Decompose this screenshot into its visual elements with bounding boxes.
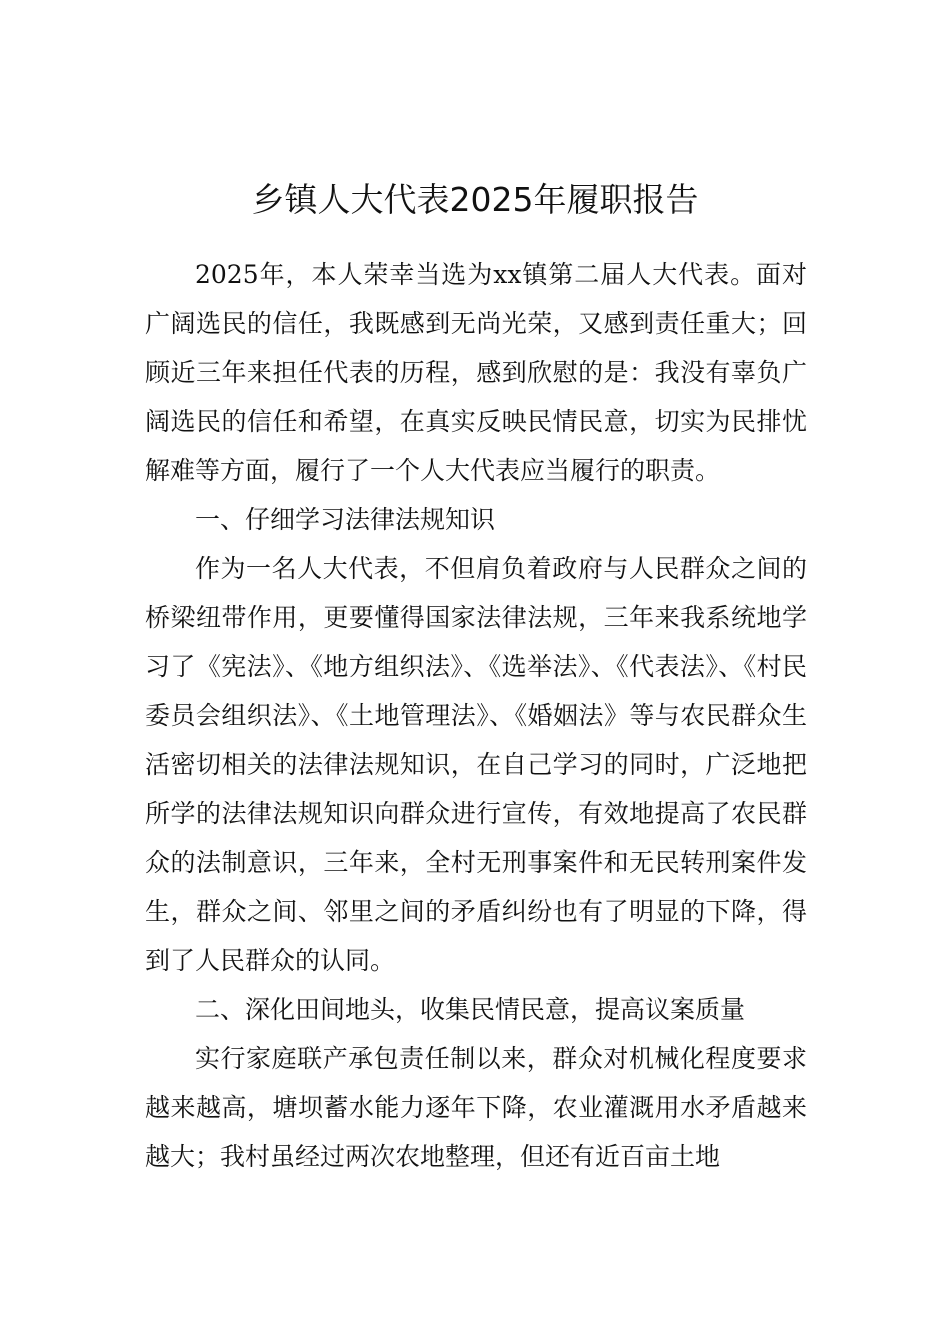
document-body <box>145 250 807 1181</box>
paragraph-intro: 2025年，本人荣幸当选为xx镇第二届人大代表。面对广阔选民的信任，我既感到无尚光荣，又感到责任重大；回顾近三年来担任代表的历程，感到欣慰的是：我没有辜负广阔选民的信任和希望，在真实反映民情民意，切实为民排忧解难等方面，履行了一个人大代表应当履行的职责。 <box>145 260 807 485</box>
section-heading-1: 一、仔细学习法律法规知识 <box>195 505 496 534</box>
section-heading-2: 二、深化田间地头，收集民情民意，提高议案质量 <box>195 995 746 1024</box>
paragraph-field-work: 实行家庭联产承包责任制以来，群众对机械化程度要求越来越高，塘坝蓄水能力逐年下降，农业灌溉用水矛盾越来越大；我村虽经过两次农地整理，但还有近百亩土地 <box>145 1044 807 1171</box>
paragraph-law-study: 作为一名人大代表，不但肩负着政府与人民群众之间的桥梁纽带作用，更要懂得国家法律法规，三年来我系统地学习了《宪法》、《地方组织法》、《选举法》、《代表法》、《村民委员会组织法》、《土地管理法》、《婚姻法》等与农民群众生活密切相关的法律法规知识，在自己学习的同时，广泛地把所学的法律法规知识向群众进行宣传，有效地提高了农民群众的法制意识，三年来，全村无刑事案件和无民转刑案件发生，群众之间、邻里之间的矛盾纠纷也有了明显的下降，得到了人民群众的认同。 <box>145 554 807 975</box>
document-title: 乡镇人大代表2025年履职报告 <box>251 180 699 219</box>
